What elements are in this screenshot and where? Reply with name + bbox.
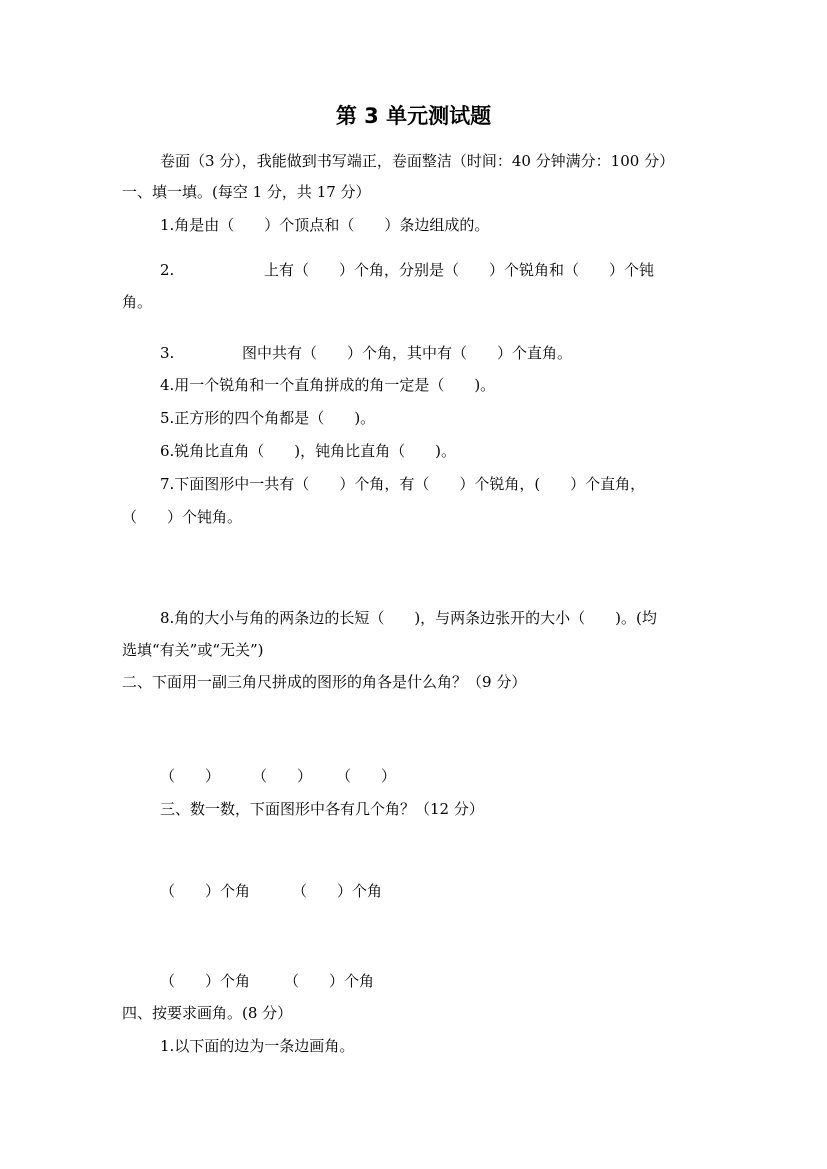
section1-heading: 一、填一填。(每空 1 分，共 17 分） — [122, 183, 371, 201]
section4-heading: 四、按要求画角。(8 分） — [122, 1004, 293, 1022]
question-1: 1.角是由（ ）个顶点和（ ）条边组成的。 — [160, 216, 490, 234]
section2-answer-3: （ ） — [336, 767, 397, 785]
question-6: 6.锐角比直角（ )，钝角比直角（ )。 — [160, 442, 457, 460]
question-8: 8.角的大小与角的两条边的长短（ )，与两条边张开的大小（ )。(均 — [160, 609, 657, 627]
page-title: 第 3 单元测试题 — [335, 104, 492, 128]
section2-answer-2: （ ） — [252, 767, 313, 785]
section2-heading: 二、下面用一副三角尺拼成的图形的角各是什么角？（9 分） — [122, 673, 527, 691]
question-7: 7.下面图形中一共有（ ）个角，有（ ）个锐角，( ）个直角， — [160, 475, 646, 493]
question-7-continued: （ ）个钝角。 — [122, 508, 243, 526]
question-2-continued: 角。 — [122, 293, 153, 311]
question-3-number: 3. — [160, 344, 175, 362]
question-8-continued: 选填“有关”或“无关”) — [122, 641, 264, 659]
section2-answer-1: （ ） — [160, 767, 221, 785]
section3-answer-2: （ ）个角 — [292, 882, 383, 900]
question-5: 5.正方形的四个角都是（ )。 — [160, 409, 376, 427]
section3-answer-4: （ ）个角 — [284, 972, 375, 990]
question-2: 上有（ ）个角，分别是（ ）个锐角和（ ）个钝 — [264, 261, 655, 279]
question-2-number: 2. — [160, 261, 175, 279]
section4-question-1: 1.以下面的边为一条边画角。 — [160, 1037, 355, 1055]
section3-answer-3: （ ）个角 — [160, 972, 251, 990]
intro-line: 卷面（3 分），我能做到书写端正，卷面整洁（时间：40 分钟满分：100 分） — [160, 152, 675, 170]
section3-heading: 三、数一数，下面图形中各有几个角？（12 分） — [160, 800, 484, 818]
section3-answer-1: （ ）个角 — [160, 882, 251, 900]
question-4: 4.用一个锐角和一个直角拼成的角一定是（ )。 — [160, 376, 496, 394]
question-3: 图中共有（ ）个角，其中有（ ）个直角。 — [242, 344, 573, 362]
